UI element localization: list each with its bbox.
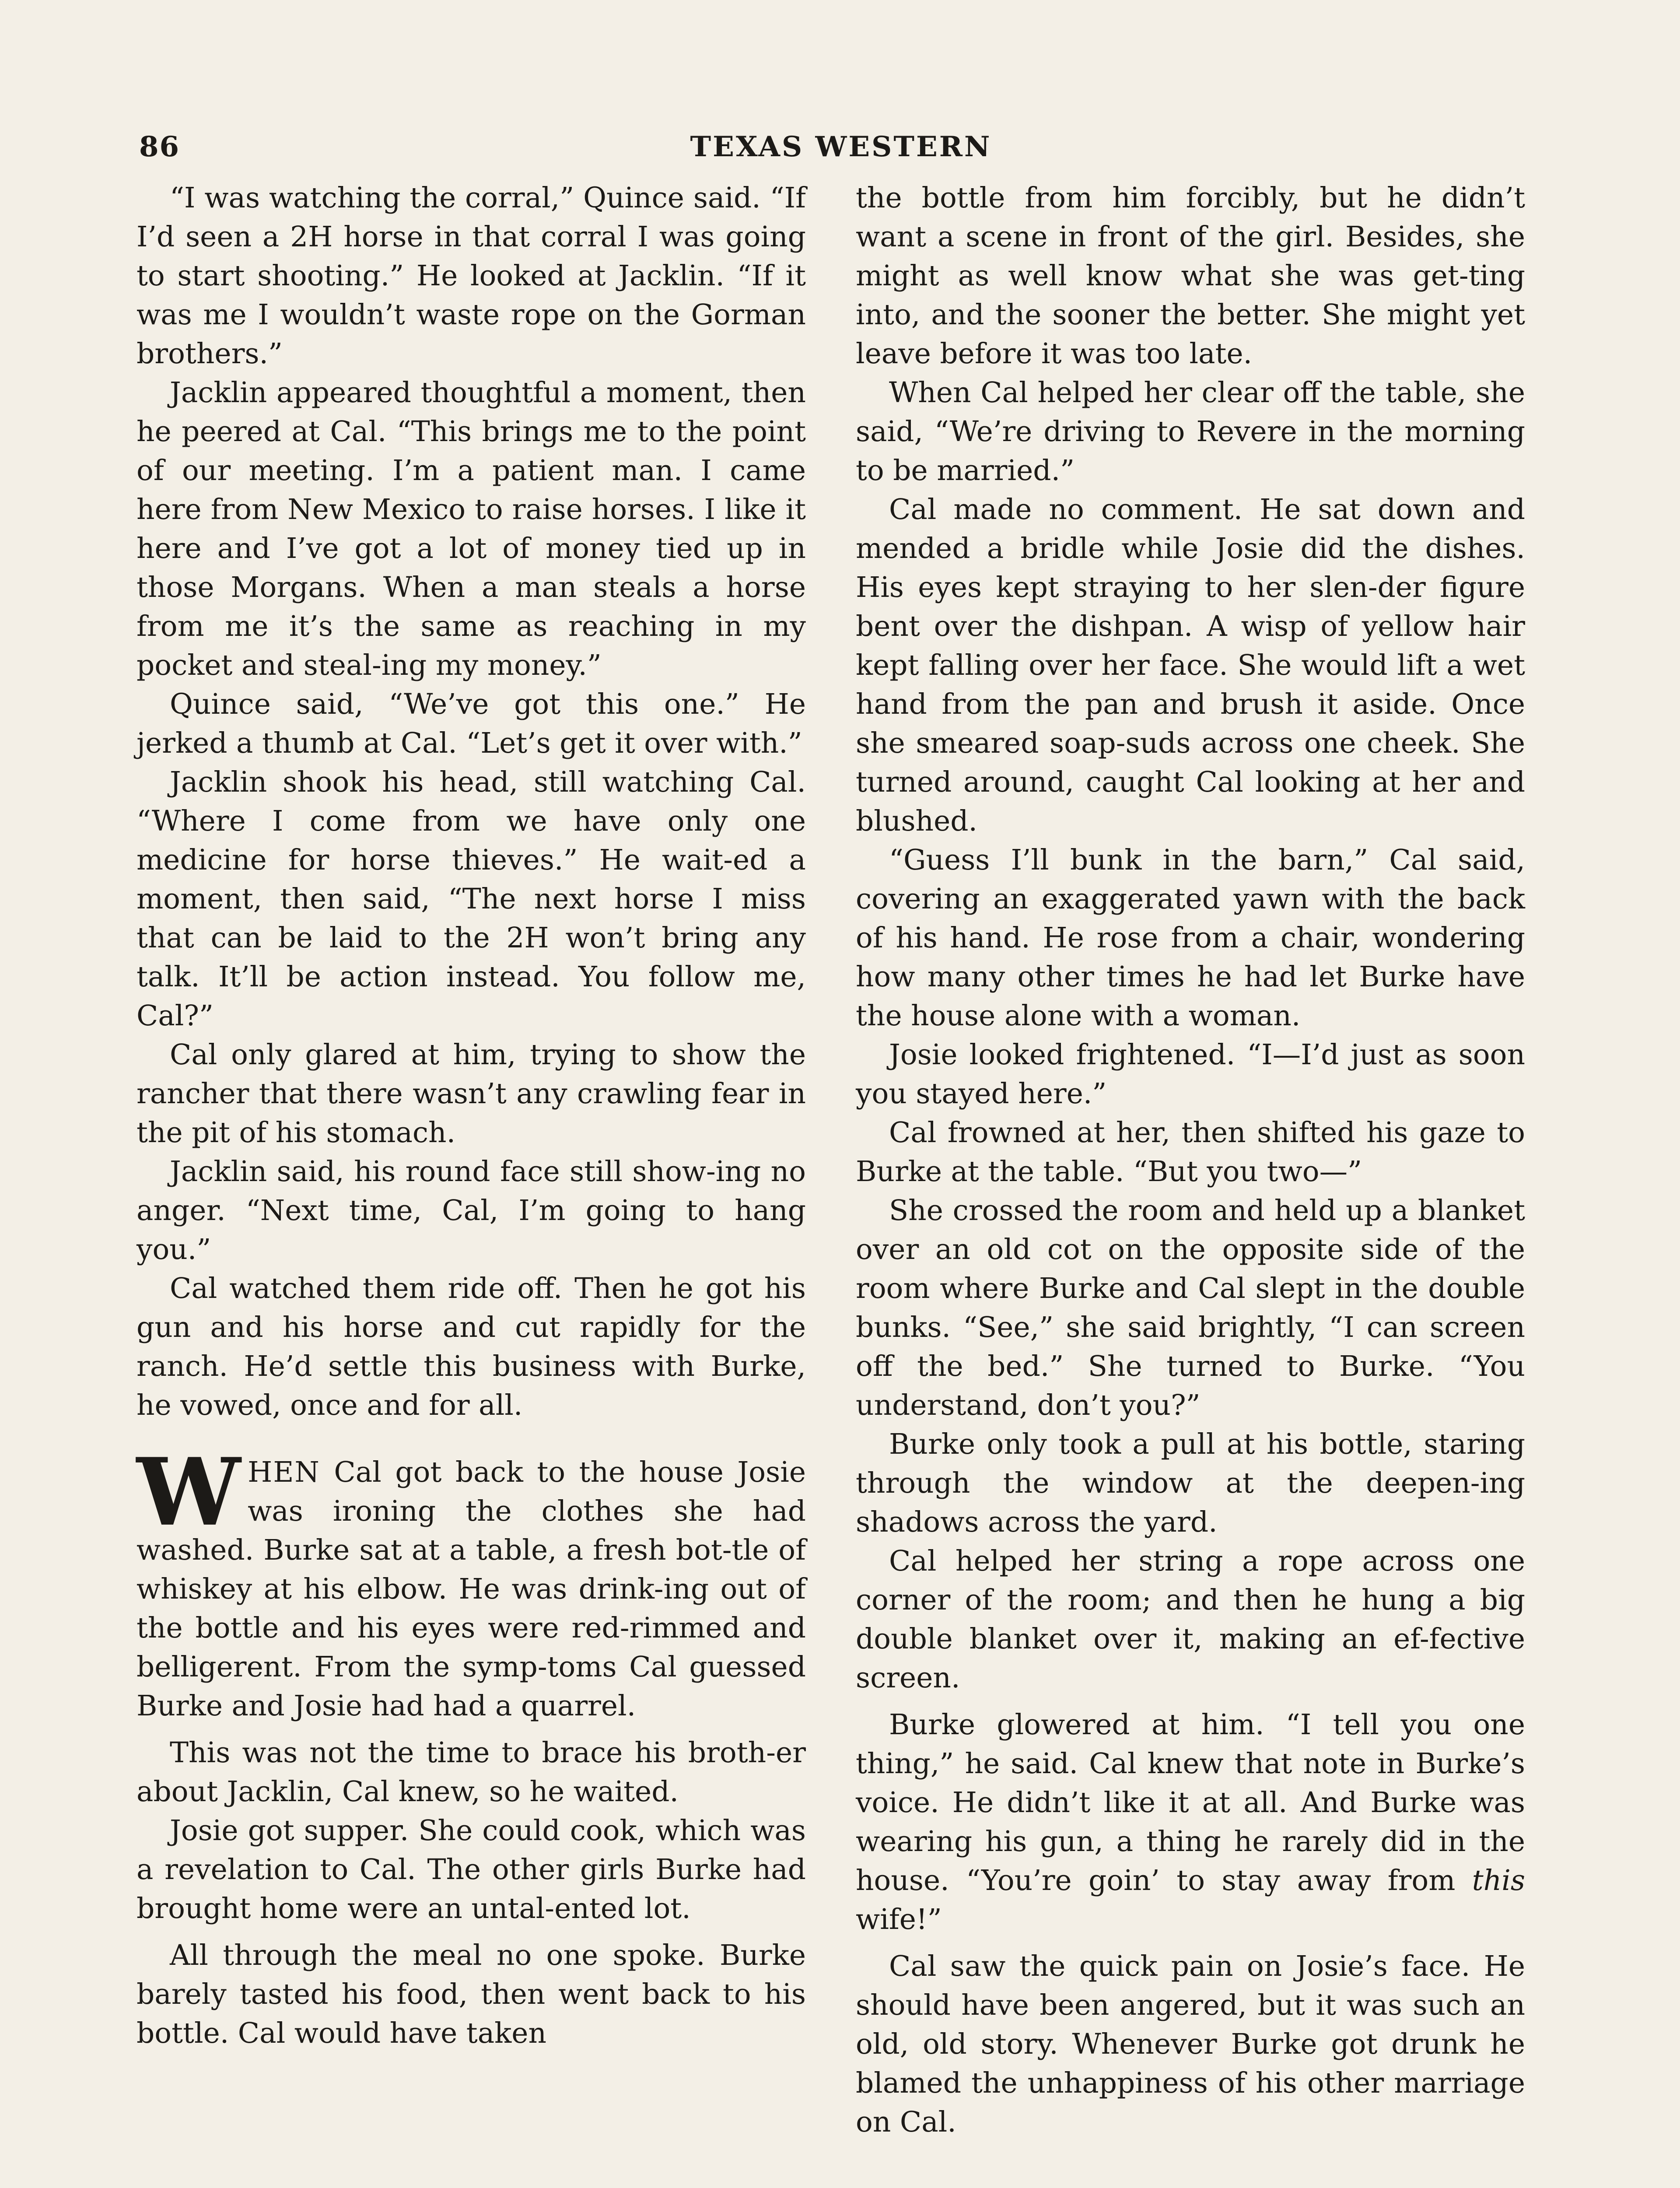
paragraph: Burke glowered at him. “I tell you one thing,” he said. Cal knew that note in Burke’s voice. He didn’t like it at all. And Burke was wearing his gun, a thing he rarely did in the house. “You’re goin’ to stay away from this wife!” — [856, 1708, 1525, 1936]
paragraph: Josie looked frightened. “I—I’d just as soon you stayed here.” — [856, 1038, 1525, 1110]
paragraph-continued: the bottle from him forcibly, but he didn’t want a scene in front of the girl. Besides, she might as well know what she was get-ting into, and the sooner the better. She might yet leave before it was too late. — [856, 182, 1525, 370]
paragraph: She crossed the room and held up a blanket over an old cot on the opposite side of the room where Burke and Cal slept in the double bunks. “See,” she said brightly, “I can screen off the bed.” She turned to Burke. “You understand, don’t you?” — [856, 1194, 1525, 1422]
lead-in: HEN — [248, 1456, 320, 1489]
paragraph: Josie got supper. She could cook, which was a revelation to Cal. The other girls Burke had brought home were an untal-ented lot. — [136, 1814, 806, 1925]
paragraph: Cal made no comment. He sat down and mended a bridle while Josie did the dishes. His eyes kept straying to her slen-der figure bent over the dishpan. A wisp of yellow hair kept falling over her face. She would lift a wet hand from the pan and brush it aside. Once she smeared soap-suds across one cheek. She turned around, caught Cal looking at her and blushed. — [856, 493, 1525, 838]
paragraph: Jacklin shook his head, still watching Cal. “Where I come from we have only one medicine for horse thieves.” He wait-ed a moment, then said, “The next horse I miss that can be laid to the 2H won’t bring any talk. It’ll be action instead. You follow me, Cal?” — [136, 766, 806, 1032]
right-column — [856, 179, 1525, 2142]
section-opening-paragraph — [136, 1438, 806, 1725]
paragraph: Cal watched them ride off. Then he got his gun and his horse and cut rapidly for the ranch. He’d settle this business with Burke, he vowed, once and for all. — [136, 1272, 806, 1422]
section-opening-text: Cal got back to the house Josie was ironing the clothes she had washed. Burke sat at a table, a fresh bot-tle of whiskey at his elbow. He was drink-ing out of the bottle and his eyes were red-rimmed and belligerent. From the symp-toms Cal guessed Burke and Josie had had a quarrel. — [136, 1456, 806, 1722]
paragraph: Jacklin said, his round face still show-ing no anger. “Next time, Cal, I’m going to hang you.” — [136, 1155, 806, 1266]
page-number: 86 — [139, 130, 180, 163]
paragraph: When Cal helped her clear off the table, she said, “We’re driving to Revere in the morning to be married.” — [856, 376, 1525, 487]
left-column — [136, 179, 806, 2053]
paragraph: Cal helped her string a rope across one corner of the room; and then he hung a big double blanket over it, making an ef-fective screen. — [856, 1545, 1525, 1694]
emphasis: this — [1472, 1864, 1525, 1897]
paragraph: Cal only glared at him, trying to show the rancher that there wasn’t any crawling fear in the pit of his stomach. — [136, 1038, 806, 1149]
drop-cap: W — [136, 1438, 241, 1546]
paragraph: “I was watching the corral,” Quince said. “If I’d seen a 2H horse in that corral I was going to start shooting.” He looked at Jacklin. “If it was me I wouldn’t waste rope on the Gorman brothers.” — [136, 182, 806, 370]
paragraph: All through the meal no one spoke. Burke barely tasted his food, then went back to his bottle. Cal would have taken — [136, 1939, 806, 2050]
page-header — [139, 130, 1543, 174]
running-title: TEXAS WESTERN — [690, 130, 992, 163]
paragraph: Cal frowned at her, then shifted his gaze to Burke at the table. “But you two—” — [856, 1116, 1525, 1188]
paragraph: Burke only took a pull at his bottle, staring through the window at the deepen-ing shadows across the yard. — [856, 1428, 1525, 1539]
paragraph: Cal saw the quick pain on Josie’s face. He should have been angered, but it was such an old, old story. Whenever Burke got drunk he blamed the unhappiness of his other marriage on Cal. — [856, 1950, 1525, 2139]
paragraph: This was not the time to brace his broth-er about Jacklin, Cal knew, so he waited. — [136, 1736, 806, 1808]
paragraph: Quince said, “We’ve got this one.” He jerked a thumb at Cal. “Let’s get it over with.” — [136, 688, 806, 760]
paragraph: “Guess I’ll bunk in the barn,” Cal said, covering an exaggerated yawn with the back of his hand. He rose from a chair, wondering how many other times he had let Burke have the house alone with a woman. — [856, 844, 1525, 1032]
paragraph: Jacklin appeared thoughtful a moment, then he peered at Cal. “This brings me to the point of our meeting. I’m a patient man. I came here from New Mexico to raise horses. I like it here and I’ve got a lot of money tied up in those Morgans. When a man steals a horse from me it’s the same as reaching in my pocket and steal-ing my money.” — [136, 376, 806, 682]
